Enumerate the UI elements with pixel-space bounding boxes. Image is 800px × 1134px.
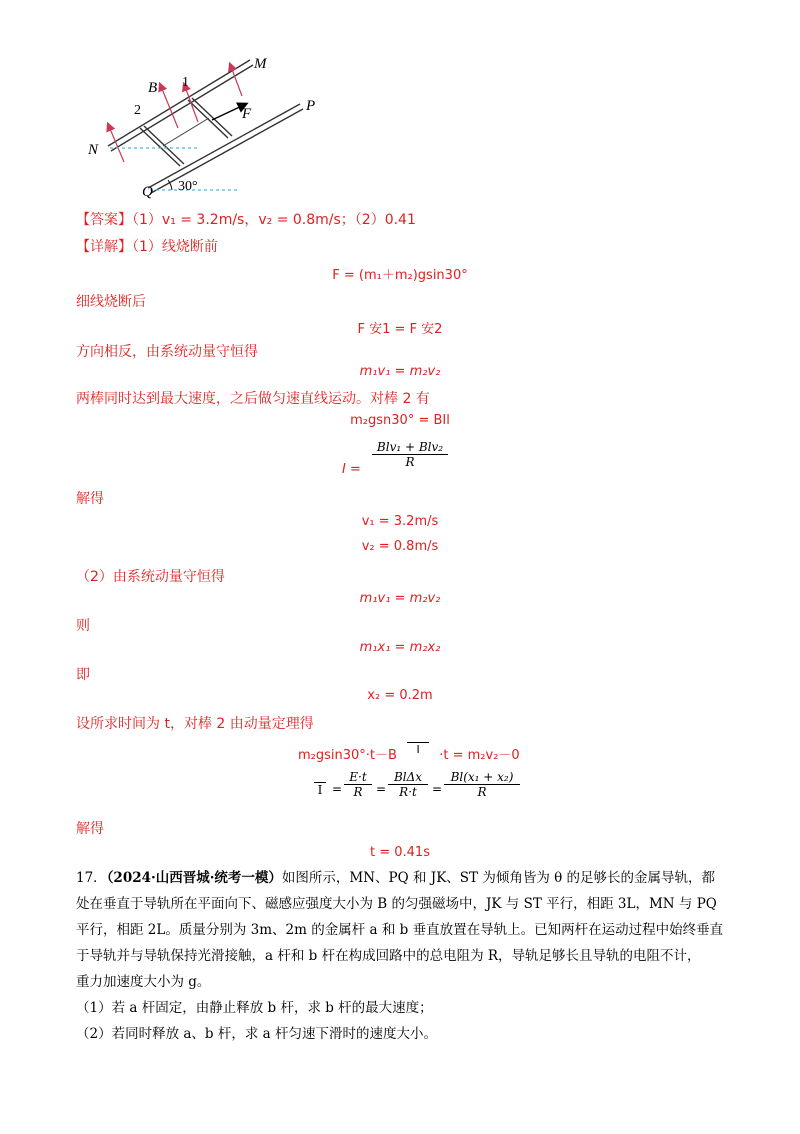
- label-n: N: [88, 142, 99, 158]
- rod-2: [140, 126, 184, 166]
- detail-line-9: 设所求时间为 t，对棒 2 由动量定理得: [76, 716, 314, 732]
- equation-12-fraction-3: [444, 770, 520, 799]
- detail-line-5: 解得: [76, 491, 104, 507]
- label-m: M: [254, 56, 267, 72]
- equation-12-fraction-1: [344, 770, 372, 799]
- equation-12-f1-den: R: [353, 785, 363, 799]
- equation-8: m₁v₁ = m₂v₂: [359, 591, 441, 606]
- problem-17-question-1: （1）若 a 杆固定，由静止释放 b 杆，求 b 杆的最大速度；: [76, 1000, 433, 1016]
- force-arrow: [212, 104, 246, 120]
- problem-17-line-2: 处在垂直于导轨所在平面向下、磁感应强度大小为 B 的匀强磁场中，JK 与 ST 平行，相距 3L，MN 与 PQ: [76, 896, 717, 912]
- equation-12-fraction-2: [388, 770, 428, 799]
- equation-4: m₂gsn30° = BIl: [350, 413, 450, 428]
- problem-17-number: 17．: [76, 870, 107, 886]
- equation-12-f2-den: R·t: [399, 785, 417, 799]
- detail-line-8: 即: [76, 667, 90, 683]
- detail-line-7: 则: [76, 618, 90, 634]
- equation-7: v₂ = 0.8m/s: [361, 539, 439, 554]
- equation-12-f1-num: E·t: [344, 770, 372, 785]
- detail-tag: 【详解】: [76, 239, 132, 255]
- label-rod1: 1: [182, 75, 189, 90]
- detail-line-2: 细线烧断后: [76, 294, 146, 310]
- label-p: P: [306, 98, 316, 114]
- equation-3: m₁v₁ = m₂v₂: [359, 364, 441, 379]
- problem-17-line-1: [76, 865, 726, 891]
- equation-5-numerator: Blv₁ + Blv₂: [372, 440, 448, 455]
- problem-17-source: （2024·山西晋城·统考一模）: [106, 870, 282, 886]
- problem-17-text-1: 如图所示，MN、PQ 和 JK、ST 为倾角皆为 θ 的足够长的金属导轨，都: [281, 870, 716, 886]
- equation-5-fraction: [372, 440, 448, 469]
- label-q: Q: [142, 184, 153, 200]
- answer-tag: 【答案】: [76, 212, 132, 228]
- equation-11-avg-current: I: [407, 742, 429, 756]
- equation-11-part-c: ·t = m₂v₂－0: [439, 748, 520, 763]
- equation-1: F = (m₁＋m₂)gsin30°: [332, 268, 468, 283]
- answer-text: （1）v₁ = 3.2m/s，v₂ = 0.8m/s；（2）0.41: [132, 212, 416, 228]
- problem-17-question-2: （2）若同时释放 a、b 杆，求 a 杆匀速下滑时的速度大小。: [76, 1026, 437, 1042]
- equation-11-part-a: m₂gsin30°·t－B: [298, 748, 397, 763]
- equation-12-f3-den: R: [477, 785, 487, 799]
- detail-line-4: 两棒同时达到最大速度，之后做匀速直线运动。对棒 2 有: [76, 391, 430, 407]
- equation-6: v₁ = 3.2m/s: [361, 514, 439, 529]
- label-b: B: [148, 80, 158, 96]
- rod-1: [188, 98, 232, 138]
- detail-line-1: [76, 236, 218, 256]
- equation-11: [298, 744, 520, 763]
- equation-12-lhs: I: [314, 782, 326, 797]
- detail-line-3: 方向相反，由系统动量守恒得: [76, 344, 258, 360]
- problem-17-line-5: 重力加速度大小为 g。: [76, 974, 211, 990]
- equation-2: F 安1 = F 安2: [357, 322, 443, 337]
- label-angle: 30°: [178, 179, 198, 194]
- detail-line-6: （2）由系统动量守恒得: [76, 569, 225, 585]
- equation-12-f2-num: BlΔx: [388, 770, 428, 785]
- answer-line: [76, 209, 416, 229]
- problem-17-line-4: 于导轨并与导轨保持光滑接触，a 杆和 b 杆在构成回路中的总电阻为 R，导轨足够长且导轨的电阻不计，: [76, 948, 701, 964]
- label-rod2: 2: [134, 103, 141, 118]
- equation-5-lhs: I =: [342, 462, 361, 477]
- problem-17-line-3: 平行，相距 2L。质量分别为 3m、2m 的金属杆 a 和 b 垂直放置在导轨上。已知两杆在运动过程中始终垂直: [76, 922, 724, 938]
- equation-13: t = 0.41s: [370, 845, 430, 860]
- equation-10: x₂ = 0.2m: [367, 688, 433, 703]
- label-f: F: [242, 106, 252, 122]
- detail-text-1: （1）线烧断前: [132, 239, 218, 255]
- detail-line-10: 解得: [76, 821, 104, 837]
- problem-17: [76, 865, 726, 1047]
- thread: [163, 118, 209, 146]
- equation-12-f3-num: Bl(x₁ + x₂): [444, 770, 520, 785]
- rail-mn: [108, 60, 253, 151]
- rail-diagram: [80, 44, 340, 204]
- equation-5-denominator: R: [405, 455, 415, 469]
- equation-9: m₁x₁ = m₂x₂: [359, 640, 441, 655]
